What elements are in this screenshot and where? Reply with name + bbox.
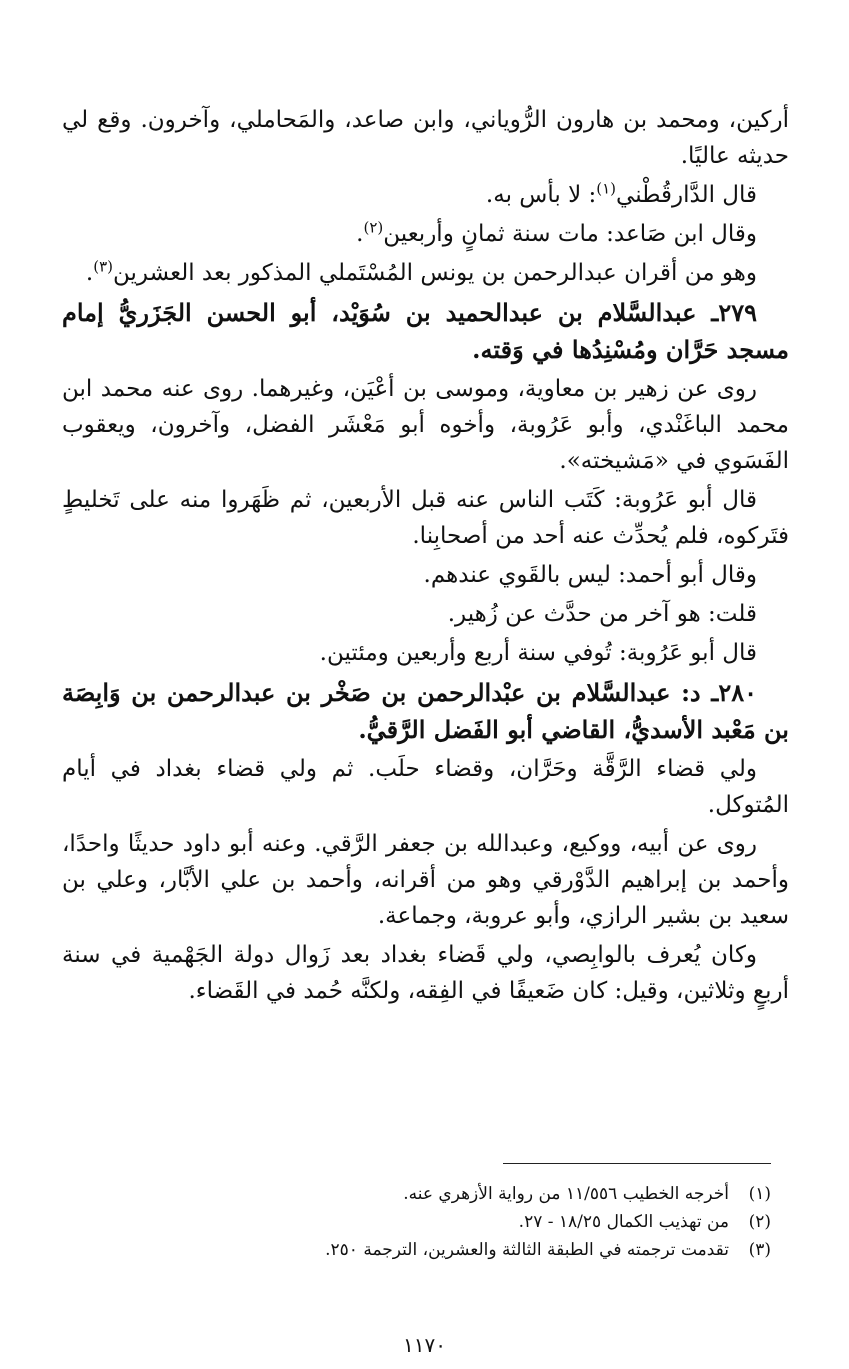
paragraph: وقال أبو أحمد: ليس بالقَوي عندهم. [423,562,757,588]
footnotes [62,1180,771,1264]
footnote-number: (٣) [748,1240,771,1260]
paragraph: وهو من أقران عبدالرحمن بن يونس المُسْتَملي المذكور بعد العشرين$^{(٣)}$. [85,257,757,286]
page-number: ١١٧٠ [403,1333,446,1357]
paragraph: ولي قضاء الرَّقَّة وحَرَّان، وقضاء حلَب. ثم ولي قضاء بغداد في أيام المُتوكل. [62,756,789,818]
paragraph: قلت: هو آخر من حدَّث عن زُهير. [447,601,757,627]
footnote-number: (١) [748,1184,771,1204]
paragraph: وكان يُعرف بالوابِصي، ولي قَضاء بغداد بعد زَوال دولة الجَهْمية في سنة أربعٍ وثلاثين، وقيل: كان ضَعيفًا في الفِقه، ولكنَّه حُمد في القَضاء. [62,942,789,1004]
paragraph: قال الدَّارقُطْني$^{(١)}$: لا بأس به. [485,179,757,208]
paragraph: روى عن أبيه، ووكيع، وعبدالله بن جعفر الرَّقي. وعنه أبو داود حديثًا واحدًا، وأحمد بن إبراهيم الدَّوْرقي وهو من أقرانه، وأحمد بن علي الأبَّار، وعلي بن سعيد بن بشير الرازي، وأبو عروبة، وجماعة. [62,831,789,929]
footnote-separator [503,1163,771,1164]
paragraph: قال أبو عَرُوبة: تُوفي سنة أربع وأربعين ومئتين. [319,640,757,666]
footnote-text: من تهذيب الكمال ١٨/٢٥ - ٢٧. [518,1212,729,1232]
paragraph: أركين، ومحمد بن هارون الرُّوياني، وابن صاعد، والمَحاملي، وآخرون. وقع لي حديثه عاليًا. [62,107,789,169]
footnote [62,1236,771,1264]
footnote [62,1180,771,1208]
footnote-ref[interactable]: (٢) [363,218,384,237]
entry-heading-280: ٢٨٠ـ د: عبدالسَّلام بن عبْدالرحمن بن صَخْر بن عبدالرحمن بن وَابِصَة بن مَعْبد الأسديُّ، القاضي أبو الفَضل الرَّقيُّ. [62,678,789,744]
footnote-ref[interactable]: (٣) [93,257,113,276]
footnote-text: أخرجه الخطيب ١١/٥٥٦ من رواية الأزهري عنه. [403,1184,729,1204]
footnote-number: (٢) [748,1212,771,1232]
main-text [62,102,789,1012]
paragraph: روى عن زهير بن معاوية، وموسى بن أعْيَن، وغيرهما. روى عنه محمد ابن محمد الباغَنْدي، وأبو عَرُوبة، وأخوه أبو مَعْشَر الفضل، وآخرون، ويعقوب الفَسَوي في «مَشيخته». [62,376,790,474]
paragraph: قال أبو عَرُوبة: كَتَب الناس عنه قبل الأربعين، ثم ظَهَروا منه على تَخليطٍ فتَركوه، فلم يُحدِّث عنه أحد من أصحابِنا. [62,487,789,549]
entry-heading-279: ٢٧٩ـ عبدالسَّلام بن عبدالحميد بن سُوَيْد، أبو الحسن الجَزَريُّ إمام مسجد حَرَّان ومُسْنِدُها في وَقته. [62,298,789,364]
footnote-ref[interactable]: (١) [596,179,617,198]
footnote-text: تقدمت ترجمته في الطبقة الثالثة والعشرين، الترجمة ٢٥٠. [325,1240,729,1260]
paragraph: وقال ابن صَاعد: مات سنة ثمانٍ وأربعين$^{(٢)}$. [356,218,757,247]
footnote [62,1208,771,1236]
